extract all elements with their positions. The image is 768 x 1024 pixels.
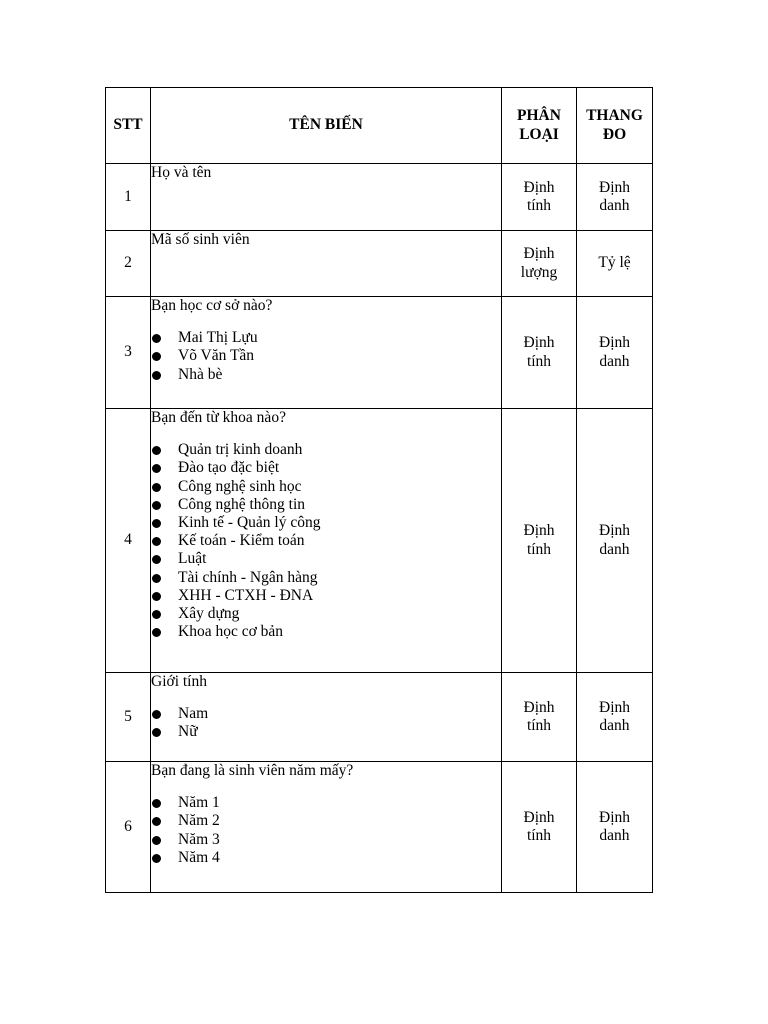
header-scale: [577, 88, 653, 164]
scale-line2: danh: [599, 827, 630, 844]
row-number: 3: [106, 297, 151, 409]
option-label: Năm 2: [178, 812, 220, 830]
scale-line1: Định: [599, 808, 630, 826]
option-label: Năm 3: [178, 830, 220, 848]
option-label: Nam: [178, 705, 209, 723]
option-label: Công nghệ sinh học: [178, 477, 302, 495]
option-item: [151, 812, 501, 830]
scale-line2: danh: [599, 540, 630, 558]
classification-line2: tính: [526, 197, 552, 214]
option-item: [151, 587, 501, 605]
scale-line1: Tỷ lệ: [598, 254, 631, 272]
table-row: [106, 231, 653, 297]
option-item: [151, 550, 501, 568]
variable-cell: [151, 231, 502, 297]
option-list: [151, 794, 501, 867]
bullet-icon: [152, 334, 161, 343]
classification-cell: [502, 231, 577, 297]
option-item: [151, 723, 501, 741]
bullet-icon: [152, 710, 161, 719]
table-row: [106, 762, 653, 893]
bullet-icon: [152, 519, 161, 528]
variable-question: Bạn học cơ sở nào?: [151, 297, 273, 314]
classification-cell: [502, 164, 577, 231]
classification-line2: tính: [526, 540, 552, 558]
table-row: [106, 673, 653, 762]
bullet-icon: [152, 501, 161, 510]
bullet-icon: [152, 854, 161, 863]
option-label: Võ Văn Tần: [178, 347, 255, 365]
option-item: [151, 366, 501, 384]
classification-line1: Định: [523, 245, 555, 263]
option-label: Khoa học cơ bản: [178, 623, 284, 641]
bullet-icon: [152, 371, 161, 380]
option-label: Xây dựng: [178, 605, 240, 623]
option-list: [151, 441, 501, 641]
option-label: Nhà bè: [178, 365, 223, 383]
option-label: Kinh tế - Quản lý công: [178, 514, 321, 532]
option-label: Tài chính - Ngân hàng: [178, 568, 318, 586]
table-row: [106, 409, 653, 673]
classification-line2: lượng: [520, 263, 558, 281]
header-classification-line1: PHÂN: [517, 107, 561, 125]
option-item: [151, 329, 501, 347]
variable-cell: [151, 762, 502, 893]
classification-line2: tính: [526, 352, 552, 370]
option-item: [151, 514, 501, 532]
scale-line2: danh: [599, 197, 630, 214]
scale-line2: danh: [599, 352, 630, 370]
variable-cell: [151, 164, 502, 231]
variable-question: Mã số sinh viên: [151, 231, 250, 248]
scale-cell: [577, 673, 653, 762]
bullet-icon: [152, 352, 161, 361]
classification-line1: Định: [523, 178, 555, 196]
classification-line1: Định: [523, 808, 555, 826]
row-number: 1: [106, 164, 151, 231]
classification-cell: [502, 297, 577, 409]
bullet-icon: [152, 728, 161, 737]
option-label: Nữ: [178, 723, 198, 741]
option-list: [151, 329, 501, 384]
variable-cell: [151, 409, 502, 673]
row-number: 5: [106, 673, 151, 762]
option-label: Năm 1: [178, 794, 220, 812]
option-label: XHH - CTXH - ĐNA: [178, 586, 314, 604]
option-item: [151, 831, 501, 849]
variable-cell: [151, 673, 502, 762]
option-item: [151, 532, 501, 550]
option-label: Quản trị kinh doanh: [178, 441, 303, 459]
option-item: [151, 441, 501, 459]
option-label: Công nghệ thông tin: [178, 495, 306, 513]
option-item: [151, 347, 501, 365]
scale-line1: Định: [599, 178, 630, 196]
classification-cell: [502, 762, 577, 893]
bullet-icon: [152, 446, 161, 455]
bullet-icon: [152, 610, 161, 619]
header-stt: STT: [106, 88, 151, 164]
variable-question: Họ và tên: [151, 164, 212, 181]
header-classification: [502, 88, 577, 164]
option-item: [151, 705, 501, 723]
table-header-row: [106, 88, 653, 164]
scale-cell: [577, 231, 653, 297]
option-label: Năm 4: [178, 848, 220, 866]
header-variable-name: TÊN BIẾN: [151, 88, 502, 164]
classification-line1: Định: [523, 522, 555, 540]
variable-question: Bạn đang là sinh viên năm mấy?: [151, 762, 354, 779]
option-item: [151, 849, 501, 867]
classification-cell: [502, 673, 577, 762]
scale-cell: [577, 164, 653, 231]
scale-cell: [577, 297, 653, 409]
variable-cell: [151, 297, 502, 409]
header-scale-line1: THANG: [586, 107, 643, 125]
variable-question: Giới tính: [151, 673, 207, 690]
classification-line1: Định: [523, 698, 555, 716]
variables-table: [105, 87, 653, 893]
scale-line1: Định: [599, 522, 630, 540]
bullet-icon: [152, 799, 161, 808]
option-item: [151, 794, 501, 812]
option-item: [151, 459, 501, 477]
classification-cell: [502, 409, 577, 673]
table-body: [106, 164, 653, 893]
table-row: [106, 297, 653, 409]
classification-line2: tính: [526, 717, 552, 734]
bullet-icon: [152, 464, 161, 473]
table-row: [106, 164, 653, 231]
bullet-icon: [152, 537, 161, 546]
scale-line2: danh: [599, 717, 630, 734]
scale-line1: Định: [599, 698, 630, 716]
row-number: 6: [106, 762, 151, 893]
option-list: [151, 705, 501, 741]
option-item: [151, 478, 501, 496]
bullet-icon: [152, 555, 161, 564]
bullet-icon: [152, 574, 161, 583]
scale-cell: [577, 409, 653, 673]
option-label: Mai Thị Lựu: [178, 329, 258, 347]
scale-cell: [577, 762, 653, 893]
option-item: [151, 569, 501, 587]
classification-line1: Định: [523, 334, 555, 352]
bullet-icon: [152, 628, 161, 637]
header-classification-line2: LOẠI: [519, 125, 559, 143]
bullet-icon: [152, 817, 161, 826]
bullet-icon: [152, 592, 161, 601]
option-item: [151, 496, 501, 514]
option-label: Luật: [178, 550, 207, 568]
option-item: [151, 605, 501, 623]
classification-line2: tính: [526, 827, 552, 844]
variable-question: Bạn đến từ khoa nào?: [151, 409, 286, 426]
option-label: Kế toán - Kiểm toán: [178, 532, 305, 550]
bullet-icon: [152, 836, 161, 845]
row-number: 2: [106, 231, 151, 297]
row-number: 4: [106, 409, 151, 673]
bullet-icon: [152, 483, 161, 492]
scale-line1: Định: [599, 334, 630, 352]
option-item: [151, 623, 501, 641]
header-scale-line2: ĐO: [602, 125, 627, 143]
option-label: Đào tạo đặc biệt: [178, 459, 280, 477]
